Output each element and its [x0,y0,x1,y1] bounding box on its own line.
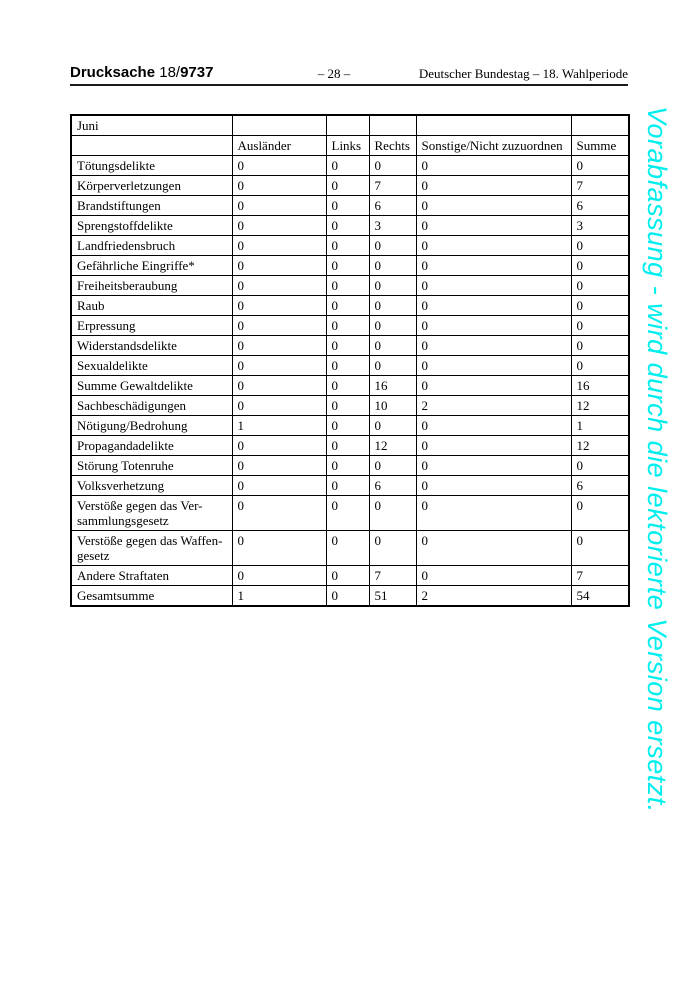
cell-summe: 0 [571,531,629,566]
page-number: – 28 – [317,66,351,81]
offense-label: Widerstandsdelikte [71,336,232,356]
table-row [71,396,629,416]
cell-rechts: 6 [369,196,416,216]
table-row [71,496,629,531]
cell-links: 0 [326,196,369,216]
cell-summe: 3 [571,216,629,236]
cell-links: 0 [326,416,369,436]
cell-rechts: 12 [369,436,416,456]
column-header-links: Links [326,136,369,156]
offense-label: Gesamtsumme [71,586,232,607]
column-header-rechts: Rechts [369,136,416,156]
cell-summe: 6 [571,196,629,216]
cell-auslaender: 0 [232,456,326,476]
table-row [71,586,629,607]
cell-sonstige: 0 [416,356,571,376]
cell-links: 0 [326,176,369,196]
cell-auslaender: 0 [232,336,326,356]
empty-cell [369,115,416,136]
cell-sonstige: 0 [416,316,571,336]
cell-sonstige: 0 [416,276,571,296]
cell-auslaender: 0 [232,276,326,296]
cell-links: 0 [326,356,369,376]
cell-summe: 16 [571,376,629,396]
table-row [71,376,629,396]
table-row [71,416,629,436]
cell-sonstige: 0 [416,566,571,586]
cell-auslaender: 0 [232,476,326,496]
offense-table-body [71,156,629,607]
offense-label: Gefährliche Eingriffe* [71,256,232,276]
cell-summe: 7 [571,176,629,196]
header-rule [70,84,628,86]
cell-auslaender: 0 [232,236,326,256]
offense-label: Körperverletzungen [71,176,232,196]
cell-summe: 0 [571,316,629,336]
cell-rechts: 0 [369,456,416,476]
cell-rechts: 7 [369,176,416,196]
cell-summe: 0 [571,276,629,296]
offense-label: Brandstiftungen [71,196,232,216]
empty-cell [232,115,326,136]
table-row [71,316,629,336]
cell-rechts: 0 [369,356,416,376]
cell-sonstige: 0 [416,296,571,316]
offense-label: Störung Totenruhe [71,456,232,476]
cell-sonstige: 0 [416,156,571,176]
cell-sonstige: 0 [416,236,571,256]
cell-links: 0 [326,296,369,316]
offense-label: Verstöße gegen das Ver- sammlungsgesetz [71,496,232,531]
cell-summe: 0 [571,336,629,356]
table-row [71,456,629,476]
cell-summe: 54 [571,586,629,607]
cell-links: 0 [326,316,369,336]
vorabfassung-watermark: Vorabfassung - wird durch die lektorierte Version ersetzt. [642,106,672,813]
offense-label: Erpressung [71,316,232,336]
cell-auslaender: 0 [232,256,326,276]
cell-summe: 0 [571,296,629,316]
cell-summe: 7 [571,566,629,586]
cell-rechts: 0 [369,496,416,531]
cell-summe: 0 [571,456,629,476]
cell-rechts: 0 [369,276,416,296]
doc-number-value: 9737 [180,64,214,81]
cell-links: 0 [326,496,369,531]
cell-rechts: 0 [369,316,416,336]
doc-number [70,64,213,82]
cell-rechts: 51 [369,586,416,607]
cell-auslaender: 0 [232,156,326,176]
cell-auslaender: 0 [232,396,326,416]
cell-rechts: 3 [369,216,416,236]
cell-links: 0 [326,216,369,236]
cell-links: 0 [326,586,369,607]
cell-summe: 1 [571,416,629,436]
table-row [71,256,629,276]
table-row [71,296,629,316]
empty-cell [326,115,369,136]
cell-links: 0 [326,336,369,356]
cell-sonstige: 0 [416,176,571,196]
doc-label: Drucksache [70,64,156,81]
doc-number-prefix: 18/ [159,64,181,81]
cell-auslaender: 0 [232,376,326,396]
cell-summe: 0 [571,356,629,376]
cell-auslaender: 0 [232,316,326,336]
offense-label: Tötungsdelikte [71,156,232,176]
column-header-auslaender: Ausländer [232,136,326,156]
cell-auslaender: 0 [232,216,326,236]
cell-auslaender: 0 [232,196,326,216]
cell-auslaender: 1 [232,586,326,607]
cell-rechts: 0 [369,531,416,566]
offense-label: Sexualdelikte [71,356,232,376]
offense-label: Verstöße gegen das Waffen- gesetz [71,531,232,566]
cell-links: 0 [326,376,369,396]
table-row [71,156,629,176]
cell-links: 0 [326,531,369,566]
cell-rechts: 6 [369,476,416,496]
cell-summe: 6 [571,476,629,496]
statistics-table [70,114,630,607]
cell-rechts: 10 [369,396,416,416]
table-row [71,236,629,256]
cell-links: 0 [326,236,369,256]
cell-sonstige: 0 [416,531,571,566]
cell-links: 0 [326,256,369,276]
cell-auslaender: 0 [232,531,326,566]
cell-links: 0 [326,396,369,416]
offense-label: Andere Straftaten [71,566,232,586]
table-row [71,566,629,586]
column-header-row [71,136,629,156]
cell-links: 0 [326,436,369,456]
cell-rechts: 7 [369,566,416,586]
table-row [71,476,629,496]
table-row [71,531,629,566]
cell-summe: 0 [571,496,629,531]
cell-links: 0 [326,156,369,176]
cell-auslaender: 0 [232,176,326,196]
cell-links: 0 [326,456,369,476]
offense-label: Landfriedensbruch [71,236,232,256]
cell-auslaender: 0 [232,356,326,376]
cell-sonstige: 0 [416,376,571,396]
table-row [71,436,629,456]
cell-auslaender: 0 [232,296,326,316]
offense-label: Propagandadelikte [71,436,232,456]
cell-auslaender: 1 [232,416,326,436]
offense-label: Nötigung/Bedrohung [71,416,232,436]
cell-auslaender: 0 [232,566,326,586]
column-header-summe: Summe [571,136,629,156]
month-label: Juni [71,115,232,136]
table-row [71,336,629,356]
table-row [71,196,629,216]
cell-sonstige: 0 [416,476,571,496]
cell-rechts: 0 [369,336,416,356]
table-row [71,356,629,376]
cell-links: 0 [326,566,369,586]
offense-label: Raub [71,296,232,316]
cell-sonstige: 0 [416,496,571,531]
cell-sonstige: 0 [416,416,571,436]
cell-summe: 0 [571,256,629,276]
empty-cell [571,115,629,136]
cell-links: 0 [326,276,369,296]
cell-rechts: 0 [369,296,416,316]
cell-rechts: 0 [369,236,416,256]
month-row [71,115,629,136]
cell-summe: 12 [571,396,629,416]
cell-sonstige: 0 [416,456,571,476]
empty-cell [416,115,571,136]
cell-links: 0 [326,476,369,496]
offense-label: Volksverhetzung [71,476,232,496]
cell-sonstige: 0 [416,256,571,276]
table-row [71,216,629,236]
cell-sonstige: 0 [416,216,571,236]
cell-summe: 0 [571,156,629,176]
cell-rechts: 0 [369,156,416,176]
offense-label: Sachbeschädigungen [71,396,232,416]
offense-label: Summe Gewaltdelikte [71,376,232,396]
table-row [71,176,629,196]
cell-summe: 0 [571,236,629,256]
statistics-table-container [70,114,628,607]
cell-rechts: 0 [369,256,416,276]
offense-label: Freiheitsberaubung [71,276,232,296]
table-row [71,276,629,296]
cell-auslaender: 0 [232,496,326,531]
cell-rechts: 16 [369,376,416,396]
cell-sonstige: 2 [416,396,571,416]
cell-summe: 12 [571,436,629,456]
offense-label: Sprengstoffdelikte [71,216,232,236]
cell-sonstige: 0 [416,196,571,216]
column-header-sonstige: Sonstige/Nicht zuzuordnen [416,136,571,156]
cell-sonstige: 2 [416,586,571,607]
empty-cell [71,136,232,156]
header-right-text: Deutscher Bundestag – 18. Wahlperiode [418,66,628,81]
cell-sonstige: 0 [416,336,571,356]
cell-auslaender: 0 [232,436,326,456]
cell-rechts: 0 [369,416,416,436]
cell-sonstige: 0 [416,436,571,456]
